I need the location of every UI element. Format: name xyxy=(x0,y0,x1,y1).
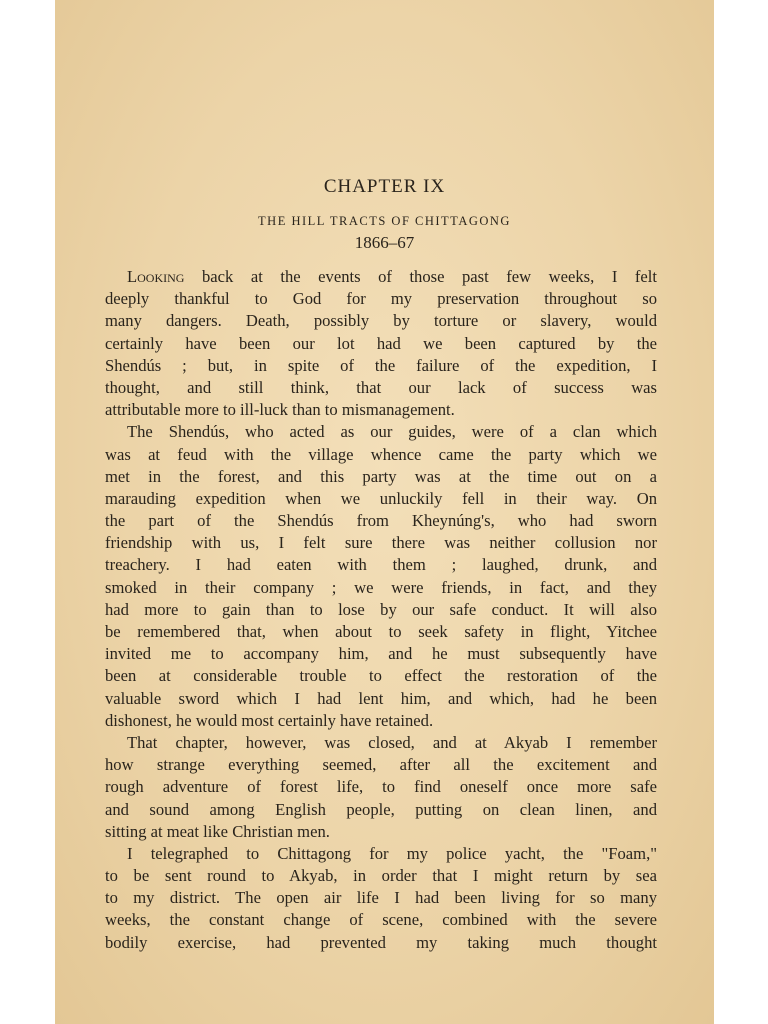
line-text: invited me to accompany him, and he must subsequently have xyxy=(105,644,657,664)
line-text: bodily exercise, had prevented my taking much thought xyxy=(105,932,657,952)
line-text: rough adventure of forest life, to find oneself once more safe xyxy=(105,777,657,797)
text-line xyxy=(105,532,657,554)
line-text: met in the forest, and this party was at the time out on a xyxy=(105,466,657,486)
text-line xyxy=(105,599,657,621)
line-text: dishonest, he would most certainly have retained. xyxy=(105,710,434,730)
text-line xyxy=(105,865,657,887)
line-text: thought, and still think, that our lack of success was xyxy=(105,377,657,397)
text-line xyxy=(105,266,657,288)
text-line xyxy=(105,288,657,310)
line-text: many dangers. Death, possibly by torture or slavery, would xyxy=(105,311,657,331)
text-line xyxy=(105,488,657,510)
text-line xyxy=(105,776,657,798)
line-text: how strange everything seemed, after all the excitement and xyxy=(105,755,657,775)
text-line xyxy=(105,554,657,576)
text-line xyxy=(105,688,657,710)
text-line xyxy=(105,444,657,466)
line-text: to be sent round to Akyab, in order that I might return by sea xyxy=(105,866,657,886)
chapter-subtitle: THE HILL TRACTS OF CHITTAGONG xyxy=(258,214,511,228)
line-text: deeply thankful to God for my preservation throughout so xyxy=(105,289,657,309)
line-text: certainly have been our lot had we been captured by the xyxy=(105,333,657,353)
text-line xyxy=(105,843,657,865)
line-text: valuable sword which I had lent him, and which, had he been xyxy=(105,688,657,708)
line-text: sitting at meat like Christian men. xyxy=(105,821,330,841)
text-line xyxy=(105,355,657,377)
line-text: and sound among English people, putting on clean linen, and xyxy=(105,799,657,819)
line-text: The Shendús, who acted as our guides, were of a clan which xyxy=(127,422,657,442)
text-line xyxy=(105,399,657,421)
line-text: attributable more to ill-luck than to mismanagement. xyxy=(105,400,455,420)
text-line xyxy=(105,754,657,776)
text-line xyxy=(105,621,657,643)
line-text: had more to gain than to lose by our safe conduct. It will also xyxy=(105,599,657,619)
line-text: was at feud with the village whence came the party which we xyxy=(105,444,657,464)
lead-word: Looking xyxy=(127,267,185,286)
line-text: I telegraphed to Chittagong for my police yacht, the "Foam," xyxy=(127,843,657,863)
line-text: smoked in their company ; we were friends, in fact, and they xyxy=(105,577,657,597)
line-text: friendship with us, I felt sure there was neither collusion nor xyxy=(105,533,657,553)
line-text: the part of the Shendús from Kheynúng's, who had sworn xyxy=(105,511,657,531)
text-line xyxy=(105,909,657,931)
text-line xyxy=(105,377,657,399)
line-text: been at considerable trouble to effect the restoration of the xyxy=(105,666,657,686)
text-line xyxy=(105,510,657,532)
line-text: be remembered that, when about to seek safety in flight, Yitchee xyxy=(105,622,657,641)
text-line xyxy=(105,887,657,909)
text-line xyxy=(105,710,657,732)
text-line xyxy=(105,466,657,488)
text-line xyxy=(105,799,657,821)
chapter-title: CHAPTER IX xyxy=(323,176,446,197)
line-text: That chapter, however, was closed, and at Akyab I remember xyxy=(127,732,657,752)
text-line xyxy=(105,932,657,954)
text-line xyxy=(105,577,657,599)
text-line xyxy=(105,421,657,443)
line-text: Shendús ; but, in spite of the failure of the expedition, I xyxy=(105,355,657,375)
book-page xyxy=(55,0,714,1024)
line-text: back at the events of those past few weeks, I felt xyxy=(184,267,657,286)
text-line xyxy=(105,643,657,665)
text-line xyxy=(105,310,657,332)
text-line xyxy=(105,333,657,355)
body-text xyxy=(105,266,657,954)
chapter-years: 1866–67 xyxy=(354,233,415,252)
text-line xyxy=(105,821,657,843)
line-text: treachery. I had eaten with them ; laughed, drunk, and xyxy=(105,555,657,575)
line-text: to my district. The open air life I had been living for so many xyxy=(105,888,657,908)
text-line xyxy=(105,665,657,687)
line-text: weeks, the constant change of scene, combined with the severe xyxy=(105,910,657,930)
line-text: marauding expedition when we unluckily fell in their way. On xyxy=(105,488,657,508)
text-line xyxy=(105,732,657,754)
